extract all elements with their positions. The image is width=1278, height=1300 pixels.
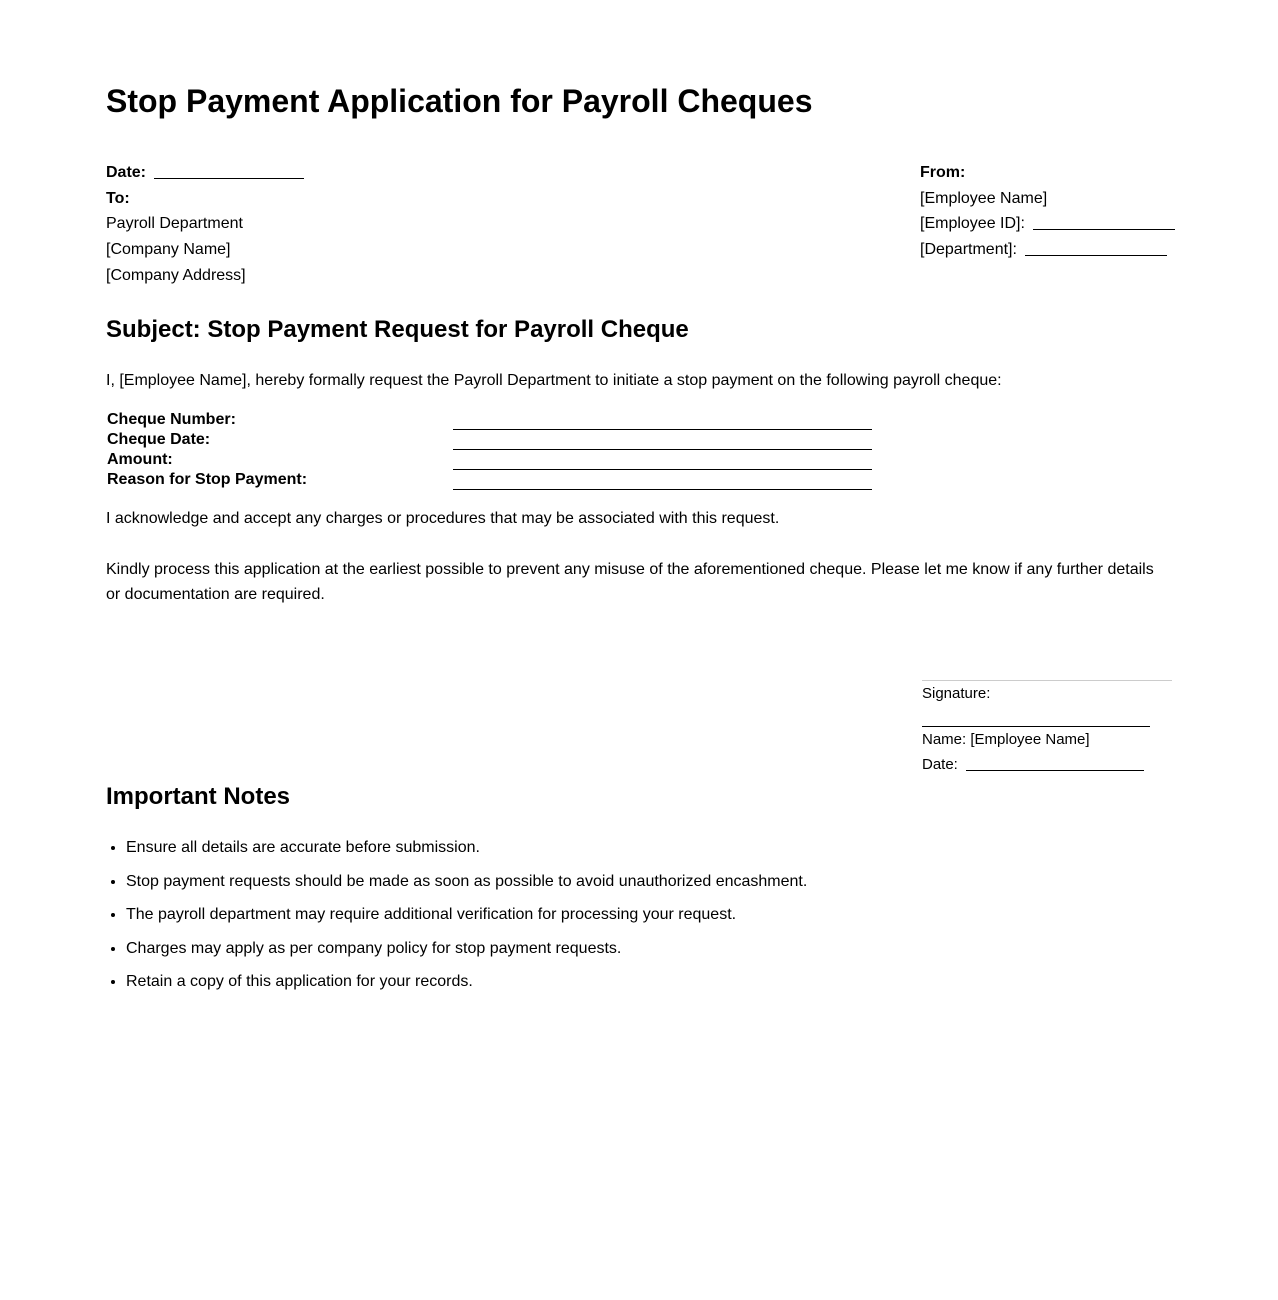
signature-name-line: Name: [Employee Name] xyxy=(922,731,1090,748)
notes-list xyxy=(106,835,807,1003)
table-row xyxy=(107,450,872,470)
subject-heading: Subject: Stop Payment Request for Payroll Cheque xyxy=(106,316,689,343)
notes-heading: Important Notes xyxy=(106,783,291,810)
amount-field[interactable] xyxy=(453,450,872,470)
recipient-block xyxy=(106,160,304,289)
signature-label: Signature: xyxy=(922,685,991,702)
list-item: • Charges may apply as per company policy for stop payment requests. xyxy=(126,936,807,961)
signature-date-label: Date: xyxy=(922,756,958,773)
department-label: [Department]: xyxy=(920,241,1017,259)
cheque-number-label: Cheque Number: xyxy=(107,411,236,428)
signature-date-blank-line[interactable] xyxy=(966,754,1144,771)
list-item: • Ensure all details are accurate before submission. xyxy=(126,835,807,860)
table-row xyxy=(107,470,872,490)
signature-blank-line[interactable] xyxy=(922,706,1150,727)
cheque-number-field[interactable] xyxy=(453,410,872,430)
date-blank-line[interactable] xyxy=(154,162,304,179)
to-line-company-name: [Company Name] xyxy=(106,241,231,259)
signature-block xyxy=(922,680,1172,777)
reason-field[interactable] xyxy=(453,470,872,490)
employee-id-row xyxy=(920,211,1175,237)
amount-blank-line[interactable] xyxy=(453,451,872,470)
department-row xyxy=(920,237,1175,263)
acknowledgement-paragraph: I acknowledge and accept any charges or procedures that may be associated with this request. xyxy=(106,510,780,527)
employee-id-label: [Employee ID]: xyxy=(920,215,1025,233)
closing-paragraph: Kindly process this application at the earliest possible to prevent any misuse of the aforementioned cheque. Please let me know if any further details or documentation are required. xyxy=(106,561,1154,603)
reason-blank-line[interactable] xyxy=(453,471,872,490)
reason-label: Reason for Stop Payment: xyxy=(107,471,308,488)
cheque-date-field[interactable] xyxy=(453,430,872,450)
signature-date-row xyxy=(922,752,1172,777)
cheque-details-table xyxy=(107,410,872,490)
to-line-department: Payroll Department xyxy=(106,215,243,233)
from-label: From: xyxy=(920,164,966,181)
list-item: • Retain a copy of this application for your records. xyxy=(126,969,807,994)
from-employee-name: [Employee Name] xyxy=(920,189,1048,207)
date-row xyxy=(106,160,304,186)
cheque-number-blank-line[interactable] xyxy=(453,411,872,430)
document-title: Stop Payment Application for Payroll Cheques xyxy=(106,83,813,119)
table-row xyxy=(107,410,872,430)
amount-label: Amount: xyxy=(107,451,173,468)
list-item: • Stop payment requests should be made as soon as possible to avoid unauthorized encashment. xyxy=(126,869,807,894)
cheque-date-label: Cheque Date: xyxy=(107,431,211,448)
department-blank-line[interactable] xyxy=(1025,239,1167,256)
to-line-company-address: [Company Address] xyxy=(106,266,246,284)
sender-block xyxy=(920,160,1175,263)
cheque-date-blank-line[interactable] xyxy=(453,431,872,450)
employee-id-blank-line[interactable] xyxy=(1033,213,1175,230)
to-label: To: xyxy=(106,189,130,207)
table-row xyxy=(107,430,872,450)
list-item: • The payroll department may require additional verification for processing your request. xyxy=(126,902,807,927)
intro-paragraph: I, [Employee Name], hereby formally request the Payroll Department to initiate a stop payment on the following payroll cheque: xyxy=(106,372,1002,389)
date-label: Date: xyxy=(106,164,147,181)
